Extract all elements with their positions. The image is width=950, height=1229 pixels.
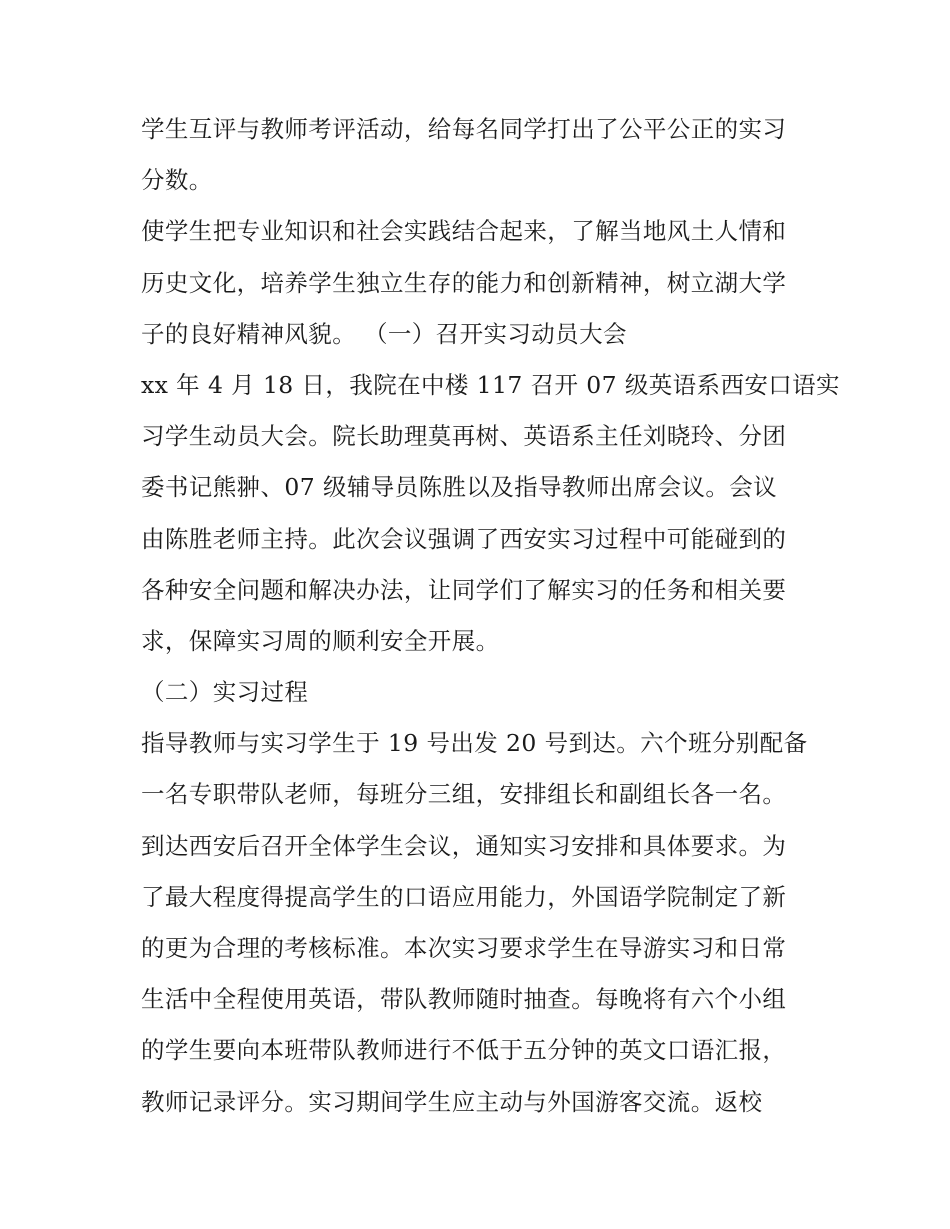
text-line: 的学生要向本班带队教师进行不低于五分钟的英文口语汇报， xyxy=(141,1036,787,1065)
text-line: 学生互评与教师考评活动，给每名同学打出了公平公正的实习 xyxy=(141,115,787,143)
text-line: 子的良好精神风貌。 （一）召开实习动员大会 xyxy=(141,319,627,348)
text-line: xx 年 4 月 18 日，我院在中楼 117 召开 07 级英语系西安口语实 xyxy=(141,370,840,399)
text-line: 由陈胜老师主持。此次会议强调了西安实习过程中可能碰到的 xyxy=(141,524,787,553)
text-line: 了最大程度得提高学生的口语应用能力，外国语学院制定了新 xyxy=(141,882,787,911)
text-line: 习学生动员大会。院长助理莫再树、英语系主任刘晓玲、分团 xyxy=(141,422,787,451)
text-line: 的更为合理的考核标准。本次实习要求学生在导游实习和日常 xyxy=(141,934,787,962)
text-line: 生活中全程使用英语，带队教师随时抽查。每晚将有六个小组 xyxy=(141,985,787,1014)
text-line: 求，保障实习周的顺利安全开展。 xyxy=(141,626,500,655)
text-line: 分数。 xyxy=(141,166,213,195)
text-line: 委书记熊翀、07 级辅导员陈胜以及指导教师出席会议。会议 xyxy=(141,473,778,502)
body-text xyxy=(141,104,840,1128)
section-heading: （二）实习过程 xyxy=(141,678,309,707)
text-line: 历史文化，培养学生独立生存的能力和创新精神，树立湖大学 xyxy=(141,268,787,297)
text-line: 教师记录评分。实习期间学生应主动与外国游客交流。返校 xyxy=(141,1087,763,1116)
text-line: 指导教师与实习学生于 19 号出发 20 号到达。六个班分别配备 xyxy=(141,729,808,758)
text-line: 到达西安后召开全体学生会议，通知实习安排和具体要求。为 xyxy=(141,831,787,860)
text-line: 各种安全问题和解决办法，让同学们了解实习的任务和相关要 xyxy=(141,575,787,604)
text-line: 使学生把专业知识和社会实践结合起来，了解当地风土人情和 xyxy=(141,217,787,246)
text-line: 一名专职带队老师，每班分三组，安排组长和副组长各一名。 xyxy=(141,780,787,809)
